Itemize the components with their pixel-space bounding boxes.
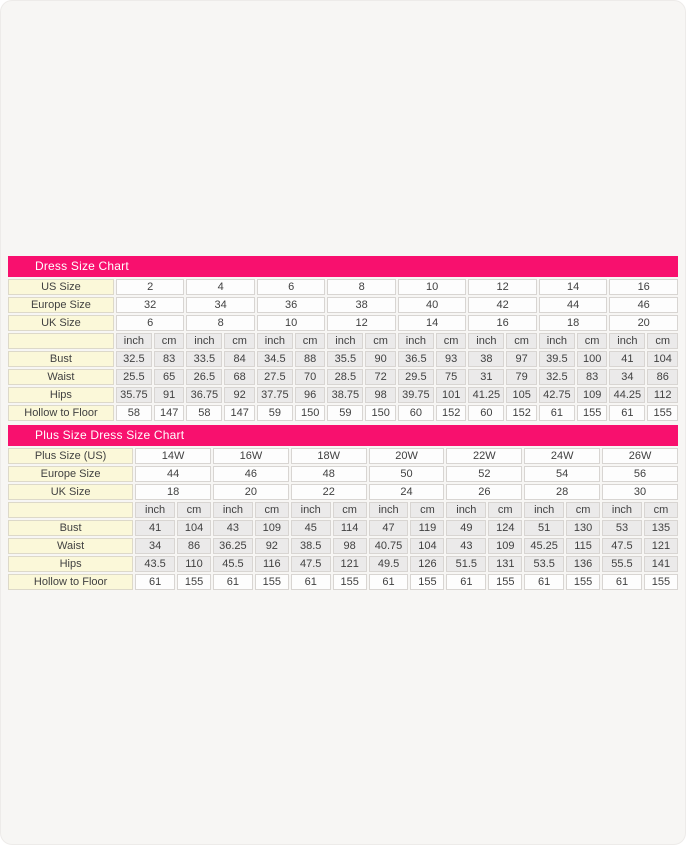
size-value-cell: 8 [327, 279, 396, 295]
size-value-cell: 16W [213, 448, 289, 464]
measurement-value-cell: 33.5 [186, 351, 222, 367]
measurement-value-cell: 43 [446, 538, 486, 554]
unit-header-cell: cm [177, 502, 211, 518]
measurement-value-cell: 39.75 [398, 387, 434, 403]
measurement-value-cell: 105 [506, 387, 536, 403]
measurement-value-cell: 92 [255, 538, 289, 554]
measurement-value-cell: 155 [488, 574, 522, 590]
unit-header-cell: inch [539, 333, 575, 349]
size-value-cell: 14W [135, 448, 211, 464]
measurement-value-cell: 83 [154, 351, 184, 367]
measurement-value-cell: 155 [410, 574, 444, 590]
size-value-cell: 22W [446, 448, 522, 464]
unit-header-cell: cm [566, 502, 600, 518]
size-value-cell: 18W [291, 448, 367, 464]
measurement-value-cell: 26.5 [186, 369, 222, 385]
size-row [8, 448, 678, 464]
row-label-cell: Hips [8, 387, 114, 403]
measurement-value-cell: 45.5 [213, 556, 253, 572]
measurement-row [8, 351, 678, 367]
row-label-cell: Europe Size [8, 297, 114, 313]
measurement-value-cell: 35.75 [116, 387, 152, 403]
measurement-value-cell: 38.5 [291, 538, 331, 554]
measurement-value-cell: 43 [213, 520, 253, 536]
measurement-value-cell: 135 [644, 520, 678, 536]
measurement-value-cell: 155 [566, 574, 600, 590]
measurement-value-cell: 155 [333, 574, 367, 590]
size-value-cell: 36 [257, 297, 326, 313]
plus-size-chart-section [8, 425, 678, 592]
measurement-value-cell: 47 [369, 520, 409, 536]
measurement-value-cell: 60 [468, 405, 504, 421]
unit-header-cell: cm [436, 333, 466, 349]
measurement-value-cell: 61 [609, 405, 645, 421]
measurement-value-cell: 27.5 [257, 369, 293, 385]
size-value-cell: 54 [524, 466, 600, 482]
measurement-value-cell: 41 [135, 520, 175, 536]
row-label-cell: Waist [8, 369, 114, 385]
size-value-cell: 26 [446, 484, 522, 500]
row-label-cell: UK Size [8, 484, 133, 500]
measurement-value-cell: 96 [295, 387, 325, 403]
measurement-row [8, 369, 678, 385]
measurement-value-cell: 101 [436, 387, 466, 403]
size-value-cell: 10 [257, 315, 326, 331]
measurement-value-cell: 112 [647, 387, 678, 403]
measurement-value-cell: 100 [577, 351, 607, 367]
measurement-row [8, 538, 678, 554]
measurement-value-cell: 152 [506, 405, 536, 421]
measurement-value-cell: 141 [644, 556, 678, 572]
measurement-value-cell: 34 [135, 538, 175, 554]
measurement-value-cell: 88 [295, 351, 325, 367]
size-value-cell: 46 [609, 297, 678, 313]
size-value-cell: 50 [369, 466, 445, 482]
measurement-value-cell: 36.5 [398, 351, 434, 367]
size-value-cell: 14 [398, 315, 467, 331]
unit-header-cell: cm [488, 502, 522, 518]
size-value-cell: 32 [116, 297, 185, 313]
measurement-value-cell: 83 [577, 369, 607, 385]
measurement-value-cell: 29.5 [398, 369, 434, 385]
measurement-value-cell: 25.5 [116, 369, 152, 385]
size-value-cell: 24 [369, 484, 445, 500]
measurement-value-cell: 68 [224, 369, 254, 385]
size-value-cell: 6 [257, 279, 326, 295]
unit-row [8, 502, 678, 518]
measurement-value-cell: 53.5 [524, 556, 564, 572]
row-label-cell: Hollow to Floor [8, 405, 114, 421]
size-value-cell: 18 [135, 484, 211, 500]
measurement-value-cell: 104 [647, 351, 678, 367]
measurement-value-cell: 43.5 [135, 556, 175, 572]
measurement-row [8, 387, 678, 403]
unit-header-cell: inch [135, 502, 175, 518]
measurement-value-cell: 41.25 [468, 387, 504, 403]
measurement-value-cell: 60 [398, 405, 434, 421]
unit-header-cell: cm [333, 502, 367, 518]
measurement-row [8, 405, 678, 421]
unit-header-cell: inch [327, 333, 363, 349]
row-label-cell: Hips [8, 556, 133, 572]
measurement-value-cell: 32.5 [539, 369, 575, 385]
measurement-value-cell: 97 [506, 351, 536, 367]
size-value-cell: 6 [116, 315, 185, 331]
row-label-cell: Bust [8, 351, 114, 367]
row-label-cell: Plus Size (US) [8, 448, 133, 464]
measurement-value-cell: 36.75 [186, 387, 222, 403]
measurement-value-cell: 121 [644, 538, 678, 554]
size-value-cell: 46 [213, 466, 289, 482]
measurement-value-cell: 42.75 [539, 387, 575, 403]
measurement-value-cell: 109 [488, 538, 522, 554]
row-label-cell: US Size [8, 279, 114, 295]
measurement-value-cell: 55.5 [602, 556, 642, 572]
measurement-value-cell: 65 [154, 369, 184, 385]
measurement-value-cell: 109 [577, 387, 607, 403]
measurement-value-cell: 104 [177, 520, 211, 536]
measurement-value-cell: 38 [468, 351, 504, 367]
unit-header-cell: cm [365, 333, 395, 349]
measurement-value-cell: 51.5 [446, 556, 486, 572]
size-value-cell: 18 [539, 315, 608, 331]
measurement-value-cell: 115 [566, 538, 600, 554]
unit-header-cell: inch [398, 333, 434, 349]
measurement-value-cell: 44.25 [609, 387, 645, 403]
measurement-value-cell: 61 [135, 574, 175, 590]
measurement-value-cell: 155 [255, 574, 289, 590]
measurement-value-cell: 116 [255, 556, 289, 572]
size-value-cell: 8 [186, 315, 255, 331]
size-value-cell: 44 [135, 466, 211, 482]
measurement-value-cell: 47.5 [291, 556, 331, 572]
dress-size-chart-header: Dress Size Chart [8, 256, 678, 277]
measurement-value-cell: 38.75 [327, 387, 363, 403]
size-value-cell: 12 [327, 315, 396, 331]
measurement-value-cell: 98 [365, 387, 395, 403]
measurement-value-cell: 61 [524, 574, 564, 590]
unit-row [8, 333, 678, 349]
unit-header-cell: cm [410, 502, 444, 518]
unit-header-cell: cm [644, 502, 678, 518]
measurement-value-cell: 34.5 [257, 351, 293, 367]
size-value-cell: 14 [539, 279, 608, 295]
measurement-value-cell: 75 [436, 369, 466, 385]
measurement-value-cell: 114 [333, 520, 367, 536]
size-value-cell: 48 [291, 466, 367, 482]
measurement-value-cell: 61 [369, 574, 409, 590]
measurement-value-cell: 72 [365, 369, 395, 385]
measurement-value-cell: 39.5 [539, 351, 575, 367]
size-value-cell: 42 [468, 297, 537, 313]
unit-header-cell: inch [116, 333, 152, 349]
size-value-cell: 16 [609, 279, 678, 295]
measurement-value-cell: 35.5 [327, 351, 363, 367]
measurement-value-cell: 109 [255, 520, 289, 536]
size-value-cell: 10 [398, 279, 467, 295]
unit-header-cell: inch [602, 502, 642, 518]
size-row [8, 315, 678, 331]
unit-header-cell: cm [295, 333, 325, 349]
size-value-cell: 38 [327, 297, 396, 313]
size-value-cell: 20 [609, 315, 678, 331]
size-charts-area [8, 256, 678, 592]
measurement-value-cell: 28.5 [327, 369, 363, 385]
measurement-value-cell: 70 [295, 369, 325, 385]
unit-header-cell: inch [609, 333, 645, 349]
measurement-value-cell: 152 [436, 405, 466, 421]
measurement-value-cell: 61 [213, 574, 253, 590]
measurement-value-cell: 79 [506, 369, 536, 385]
unit-header-cell: inch [468, 333, 504, 349]
measurement-value-cell: 131 [488, 556, 522, 572]
measurement-value-cell: 121 [333, 556, 367, 572]
size-row [8, 466, 678, 482]
unit-header-cell: inch [446, 502, 486, 518]
size-row [8, 279, 678, 295]
measurement-value-cell: 110 [177, 556, 211, 572]
unit-header-cell: cm [224, 333, 254, 349]
measurement-value-cell: 51 [524, 520, 564, 536]
measurement-value-cell: 92 [224, 387, 254, 403]
size-value-cell: 40 [398, 297, 467, 313]
measurement-value-cell: 147 [224, 405, 254, 421]
measurement-value-cell: 155 [644, 574, 678, 590]
size-value-cell: 56 [602, 466, 678, 482]
dress-size-chart-section [8, 256, 678, 423]
unit-header-cell: cm [255, 502, 289, 518]
unit-header-cell: cm [154, 333, 184, 349]
measurement-value-cell: 98 [333, 538, 367, 554]
row-label-cell: Europe Size [8, 466, 133, 482]
plus-size-chart-table [6, 446, 680, 592]
size-value-cell: 20W [369, 448, 445, 464]
measurement-value-cell: 119 [410, 520, 444, 536]
size-value-cell: 26W [602, 448, 678, 464]
unit-header-cell: inch [213, 502, 253, 518]
measurement-value-cell: 32.5 [116, 351, 152, 367]
measurement-value-cell: 45 [291, 520, 331, 536]
size-value-cell: 44 [539, 297, 608, 313]
measurement-value-cell: 49 [446, 520, 486, 536]
measurement-value-cell: 34 [609, 369, 645, 385]
measurement-value-cell: 49.5 [369, 556, 409, 572]
measurement-value-cell: 86 [647, 369, 678, 385]
row-label-cell: Hollow to Floor [8, 574, 133, 590]
measurement-value-cell: 36.25 [213, 538, 253, 554]
measurement-value-cell: 150 [295, 405, 325, 421]
measurement-value-cell: 147 [154, 405, 184, 421]
measurement-value-cell: 61 [291, 574, 331, 590]
measurement-value-cell: 91 [154, 387, 184, 403]
measurement-value-cell: 61 [602, 574, 642, 590]
unit-row-label-cell [8, 502, 133, 518]
unit-header-cell: inch [291, 502, 331, 518]
unit-header-cell: inch [257, 333, 293, 349]
unit-header-cell: cm [647, 333, 678, 349]
measurement-value-cell: 45.25 [524, 538, 564, 554]
size-value-cell: 30 [602, 484, 678, 500]
unit-header-cell: cm [506, 333, 536, 349]
dress-size-chart-table [6, 277, 680, 423]
measurement-value-cell: 47.5 [602, 538, 642, 554]
measurement-row [8, 574, 678, 590]
measurement-value-cell: 150 [365, 405, 395, 421]
size-row [8, 484, 678, 500]
measurement-value-cell: 130 [566, 520, 600, 536]
measurement-value-cell: 126 [410, 556, 444, 572]
size-value-cell: 24W [524, 448, 600, 464]
size-value-cell: 22 [291, 484, 367, 500]
measurement-value-cell: 53 [602, 520, 642, 536]
size-row [8, 297, 678, 313]
measurement-value-cell: 136 [566, 556, 600, 572]
measurement-value-cell: 90 [365, 351, 395, 367]
measurement-value-cell: 104 [410, 538, 444, 554]
measurement-value-cell: 86 [177, 538, 211, 554]
measurement-value-cell: 58 [186, 405, 222, 421]
size-value-cell: 16 [468, 315, 537, 331]
unit-row-label-cell [8, 333, 114, 349]
measurement-value-cell: 59 [257, 405, 293, 421]
measurement-row [8, 520, 678, 536]
unit-header-cell: inch [369, 502, 409, 518]
measurement-value-cell: 59 [327, 405, 363, 421]
measurement-value-cell: 40.75 [369, 538, 409, 554]
unit-header-cell: cm [577, 333, 607, 349]
measurement-value-cell: 84 [224, 351, 254, 367]
row-label-cell: Bust [8, 520, 133, 536]
size-value-cell: 12 [468, 279, 537, 295]
measurement-value-cell: 61 [539, 405, 575, 421]
size-value-cell: 52 [446, 466, 522, 482]
measurement-value-cell: 37.75 [257, 387, 293, 403]
measurement-value-cell: 58 [116, 405, 152, 421]
size-value-cell: 20 [213, 484, 289, 500]
unit-header-cell: inch [524, 502, 564, 518]
row-label-cell: UK Size [8, 315, 114, 331]
measurement-value-cell: 93 [436, 351, 466, 367]
measurement-row [8, 556, 678, 572]
plus-size-chart-header: Plus Size Dress Size Chart [8, 425, 678, 446]
size-value-cell: 28 [524, 484, 600, 500]
measurement-value-cell: 31 [468, 369, 504, 385]
row-label-cell: Waist [8, 538, 133, 554]
measurement-value-cell: 124 [488, 520, 522, 536]
size-value-cell: 34 [186, 297, 255, 313]
unit-header-cell: inch [186, 333, 222, 349]
measurement-value-cell: 155 [647, 405, 678, 421]
size-value-cell: 2 [116, 279, 185, 295]
measurement-value-cell: 41 [609, 351, 645, 367]
measurement-value-cell: 61 [446, 574, 486, 590]
measurement-value-cell: 155 [177, 574, 211, 590]
measurement-value-cell: 155 [577, 405, 607, 421]
size-value-cell: 4 [186, 279, 255, 295]
